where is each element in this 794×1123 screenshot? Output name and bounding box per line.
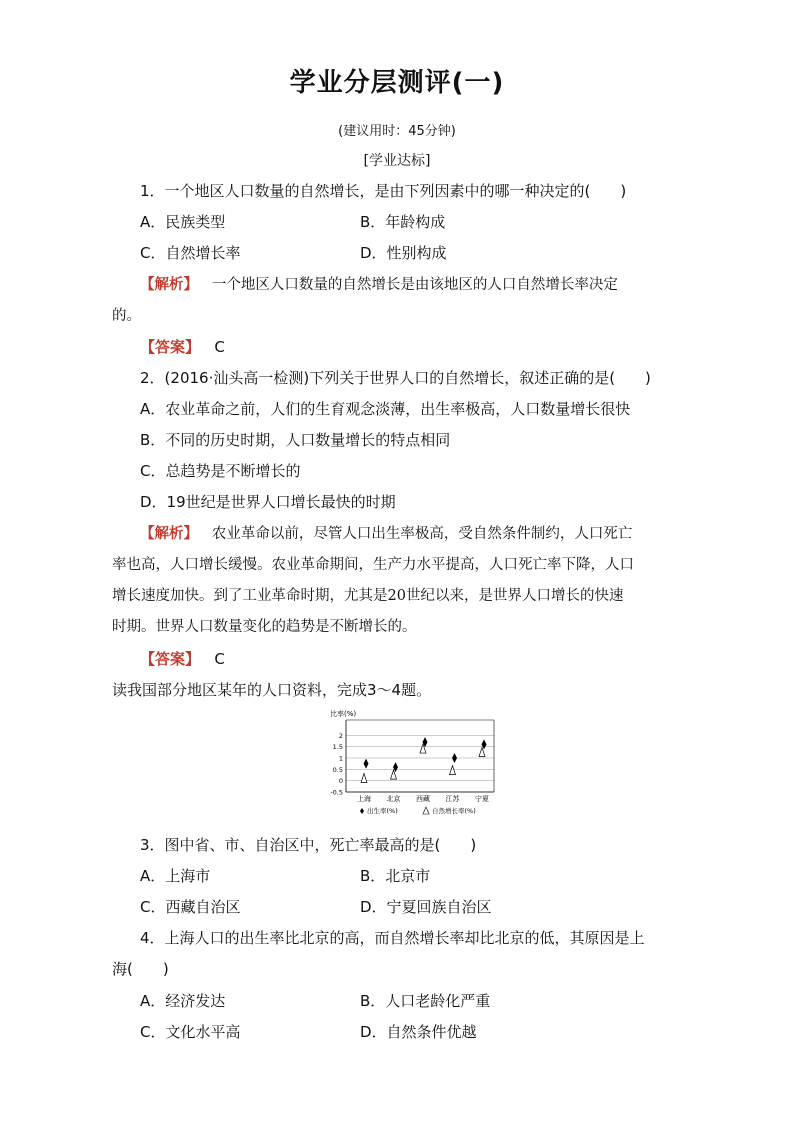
question-1-analysis-cont: 的。: [112, 308, 141, 324]
y-tick-label: 1: [338, 754, 343, 763]
question-2-stem: 2．(2016·汕头高一检测)下列关于世界人口的自然增长，叙述正确的是( ): [140, 369, 651, 387]
question-3-option-b: B．北京市: [360, 867, 431, 885]
question-1-option-a: A．民族类型: [140, 213, 226, 231]
question-1-option-d: D．性别构成: [360, 244, 447, 262]
answer-value: C: [214, 338, 225, 356]
birth-rate-point: [364, 759, 369, 769]
question-2-option-d: D．19世纪是世界人口增长最快的时期: [140, 493, 396, 511]
question-2-option-c: C．总趋势是不断增长的: [140, 462, 301, 480]
question-4-option-a: A．经济发达: [140, 992, 226, 1010]
x-tick-label: 北京: [386, 795, 401, 803]
question-2-analysis-4: 时期。世界人口数量变化的趋势是不断增长的。: [112, 619, 417, 635]
page-title: 学业分层测评(一): [289, 68, 505, 98]
question-1-answer: [140, 336, 225, 357]
y-axis-label: 比率(%): [330, 710, 357, 718]
legend-triangle-icon: [423, 807, 429, 814]
y-tick-label: 2: [338, 731, 343, 740]
question-3-option-d: D．宁夏回族自治区: [360, 898, 492, 916]
birth-rate-point: [452, 753, 457, 763]
question-4-stem-cont: 海( ): [112, 960, 169, 978]
question-2-analysis-3: 增长速度加快。到了工业革命时期，尤其是20世纪以来，是世界人口增长的快速: [112, 588, 624, 604]
question-2-answer: [140, 648, 225, 669]
question-3-stem: 3．图中省、市、自治区中，死亡率最高的是( ): [140, 836, 477, 854]
natural-growth-point: [361, 774, 367, 783]
x-tick-label: 江苏: [445, 795, 460, 803]
question-2-option-b: B．不同的历史时期，人口数量增长的特点相同: [140, 431, 451, 449]
question-3-option-c: C．西藏自治区: [140, 898, 241, 916]
question-3-option-a: A．上海市: [140, 867, 211, 885]
y-tick-label: -0.5: [330, 788, 343, 797]
y-tick-label: 0: [338, 777, 343, 786]
y-tick-label: 0.5: [332, 765, 343, 774]
x-tick-label: 上海: [357, 795, 371, 803]
section-heading: [学业达标]: [363, 153, 431, 169]
question-1-analysis: [140, 273, 618, 294]
y-tick-label: 1.5: [332, 743, 343, 752]
questions-3-4-intro: 读我国部分地区某年的人口资料，完成3～4题。: [112, 681, 432, 699]
legend-natural-growth: 自然增长率(%): [432, 807, 476, 815]
question-4-option-b: B．人口老龄化严重: [360, 992, 491, 1010]
question-4-stem: 4．上海人口的出生率比北京的高，而自然增长率却比北京的低，其原因是上: [140, 929, 645, 947]
legend-diamond-icon: [360, 808, 364, 814]
legend-birth-rate: 出生率(%): [367, 807, 398, 815]
analysis-text-1: 农业革命以前，尽管人口出生率极高，受自然条件制约，人口死亡: [211, 526, 633, 542]
question-1-stem: 1．一个地区人口数量的自然增长，是由下列因素中的哪一种决定的( ): [140, 182, 627, 200]
analysis-text-1: 一个地区人口数量的自然增长是由该地区的人口自然增长率决定: [211, 277, 618, 293]
population-rate-chart: [318, 706, 518, 826]
answer-tag: 【答案】: [140, 338, 201, 356]
suggested-time: (建议用时：45分钟): [338, 124, 456, 139]
x-tick-label: 宁夏: [475, 795, 489, 803]
question-1-option-b: B．年龄构成: [360, 213, 446, 231]
analysis-tag: 【解析】: [140, 525, 198, 542]
answer-tag: 【答案】: [140, 650, 201, 668]
question-1-option-c: C．自然增长率: [140, 244, 241, 262]
x-tick-label: 西藏: [416, 795, 430, 803]
question-2-option-a: A．农业革命之前，人们的生育观念淡薄，出生率极高，人口数量增长很快: [140, 400, 631, 418]
question-4-option-c: C．文化水平高: [140, 1023, 241, 1041]
analysis-tag: 【解析】: [140, 276, 198, 293]
question-4-option-d: D．自然条件优越: [360, 1023, 477, 1041]
natural-growth-point: [450, 766, 456, 775]
question-2-analysis: [140, 522, 632, 543]
answer-value: C: [214, 650, 225, 668]
question-2-analysis-2: 率也高，人口增长缓慢。农业革命期间，生产力水平提高，人口死亡率下降，人口: [112, 557, 634, 573]
